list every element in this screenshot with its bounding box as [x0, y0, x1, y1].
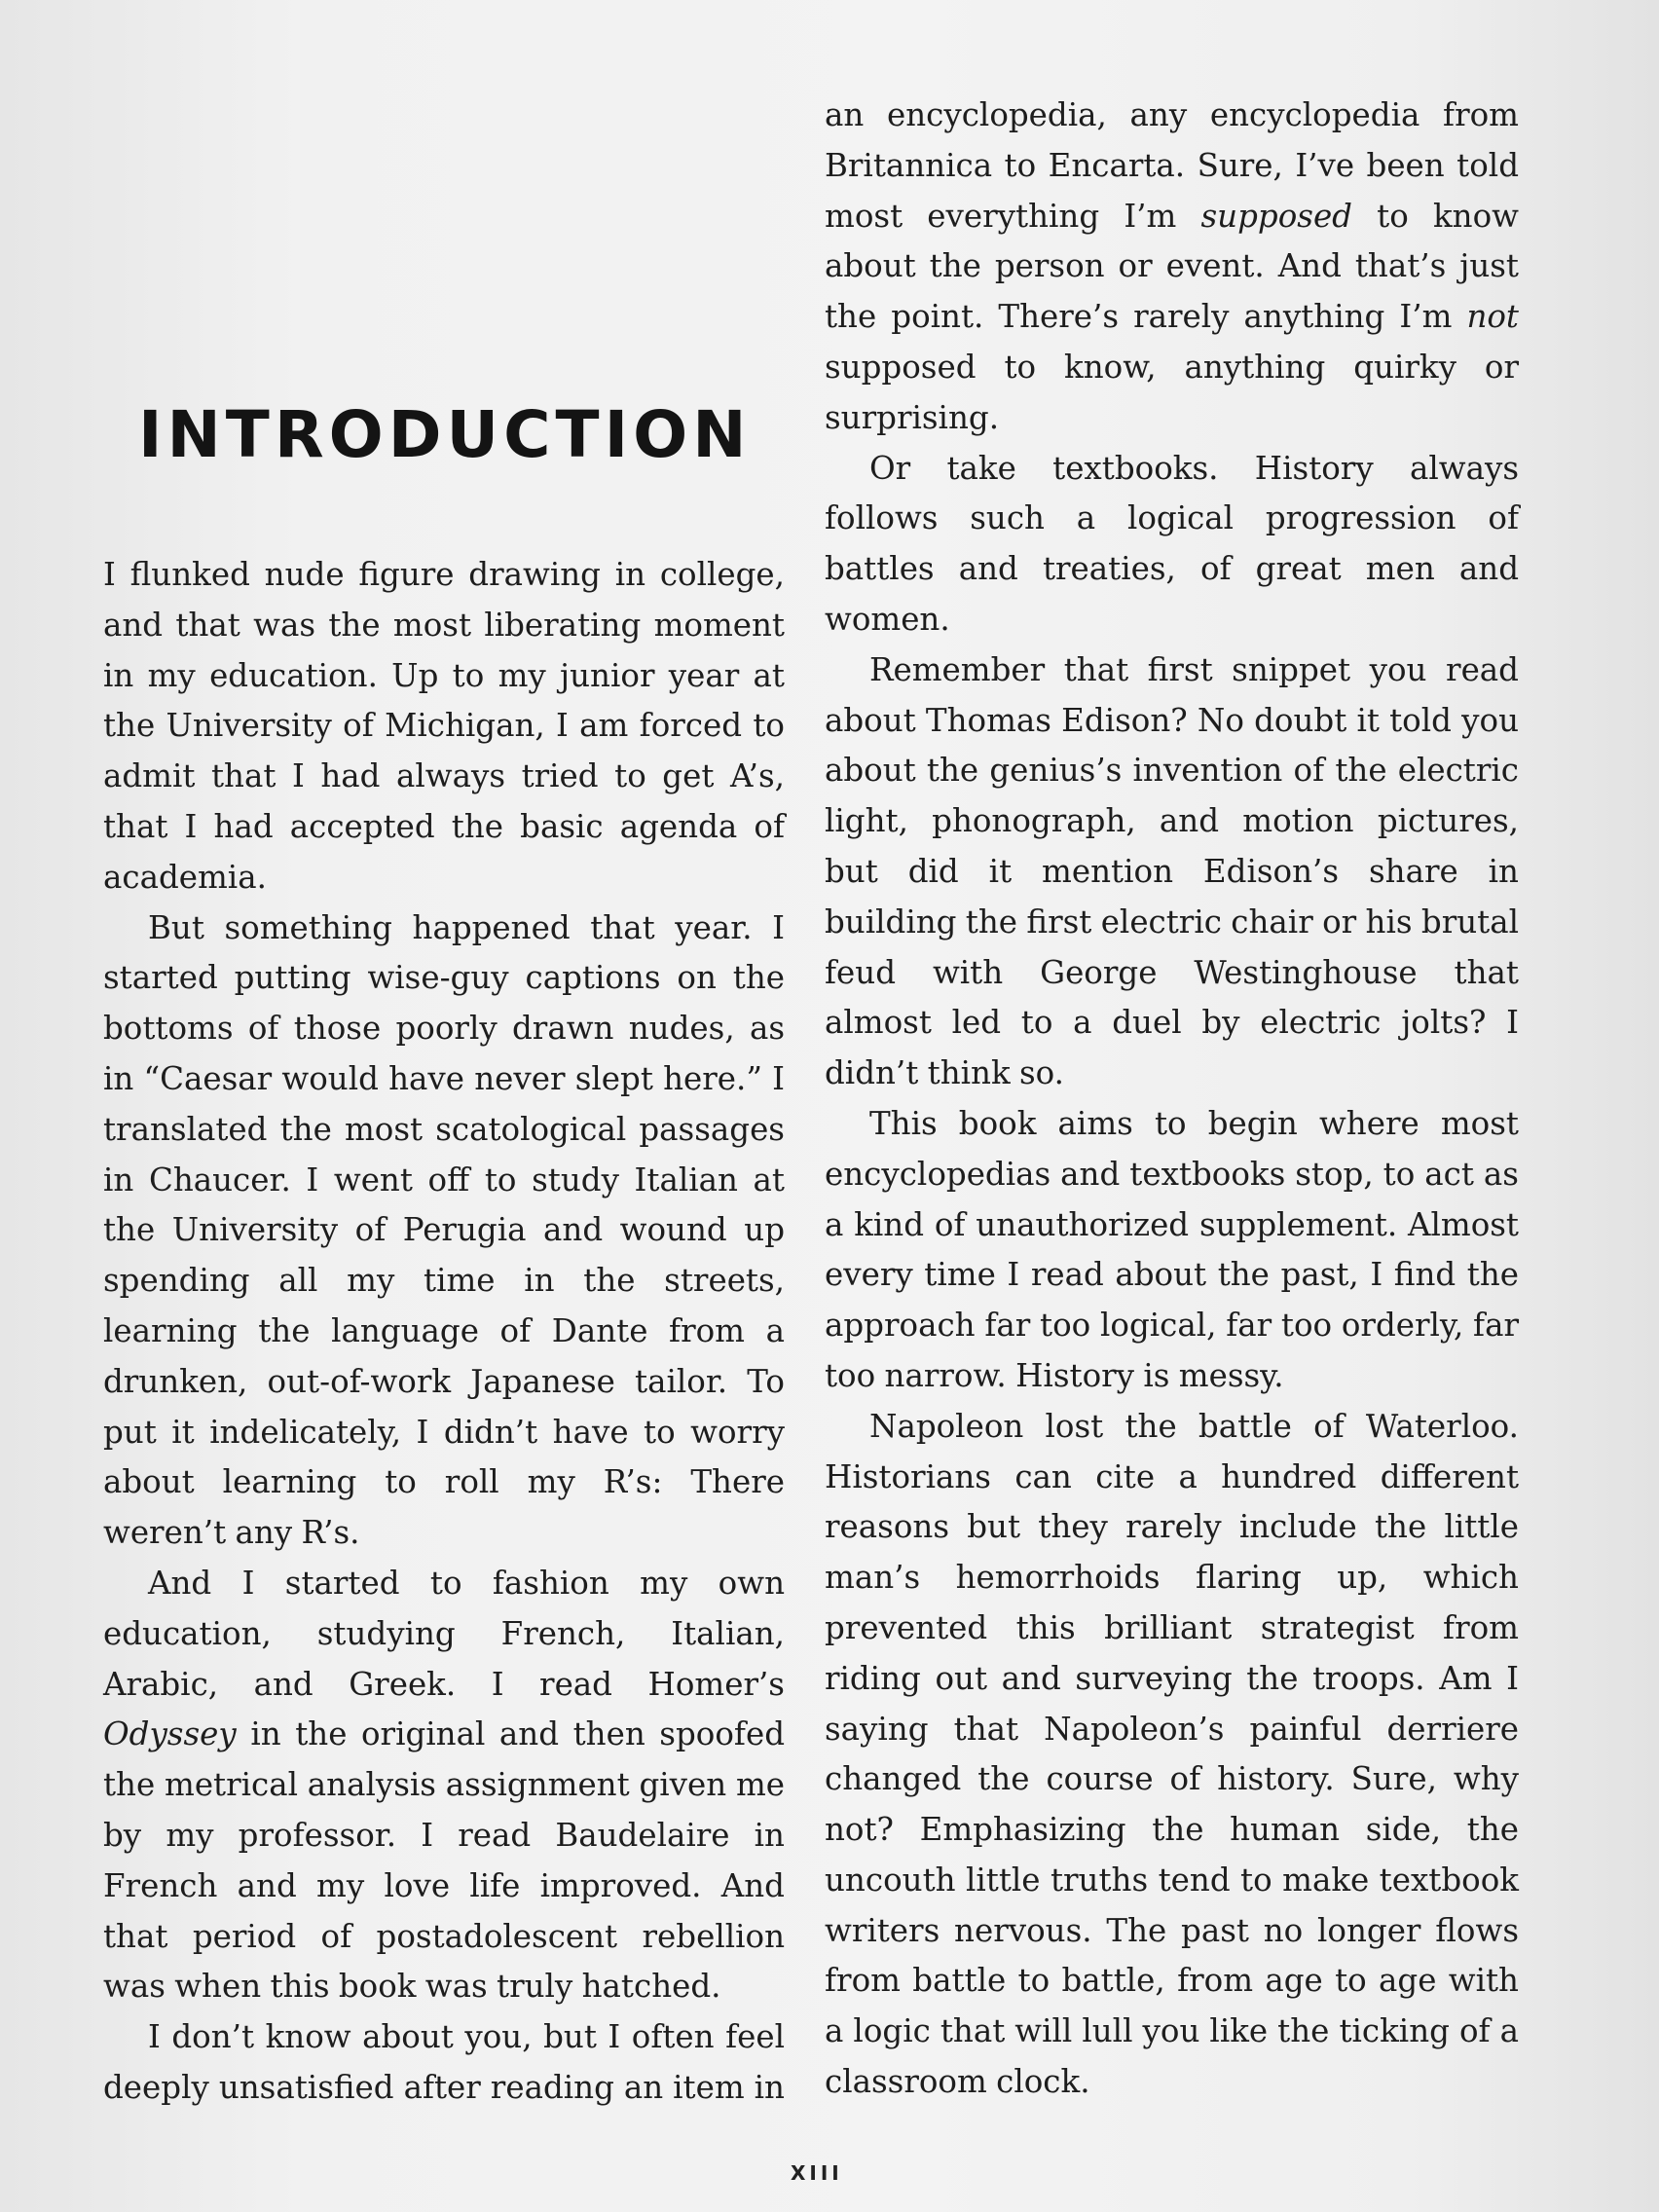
paragraph-3-text-b: in the original and then spoofed the metrical analysis assignment given me by my professor. I read Baudelaire in French and my love life improved. And that period of postadolescent rebellion was when this book was truly hatched. [103, 1715, 785, 2006]
right-text-column [825, 91, 1519, 2108]
paragraph-6: Or take textbooks. History always follows such a logical progression of battles and treaties, of great men and women. [825, 449, 1519, 638]
paragraph-7: Remember that first snippet you read about Thomas Edison? No doubt it told you about the genius’s invention of the electric light, phonograph, and motion pictures, but did it mention Edison’s share in building the first electric chair or his brutal feud with George Westinghouse that almost led to a duel by electric jolts? I didn’t think so. [825, 650, 1519, 1092]
emphasis-supposed: supposed [1200, 197, 1352, 235]
paragraph-5-text-a: an encyclopedia, any encyclopedia from Britannica to Encarta. Sure, I’ve been told most everything I’m [825, 96, 1519, 235]
paragraph-1: I flunked nude figure drawing in college, and that was the most liberating moment in my education. Up to my junior year at the University of Michigan, I am forced to admit that I had always tried to get A’s, that I had accepted the basic agenda of academia. [103, 556, 785, 896]
paragraph-4: I don’t know about you, but I often feel deeply unsatisfied after reading an item in [103, 2018, 785, 2106]
emphasis-not: not [1466, 298, 1519, 336]
paragraph-3 [103, 1559, 785, 2012]
book-title-odyssey: Odyssey [103, 1715, 237, 1753]
paragraph-3-text-a: And I started to fashion my own education, studying French, Italian, Arabic, and Greek. I read Homer’s [103, 1564, 785, 1703]
paragraph-9: Napoleon lost the battle of Waterloo. Historians can cite a hundred different reasons but they rarely include the little man’s hemorrhoids flaring up, which prevented this brilliant strategist from riding out and surveying the troops. Am I saying that Napoleon’s painful derriere changed the course of history. Sure, why not? Emphasizing the human side, the uncouth little truths tend to make textbook writers nervous. The past no longer flows from battle to battle, from age to age with a logic that will lull you like the ticking of a classroom clock. [825, 1407, 1519, 2101]
paragraph-5-text-b: to know about the person or event. And that’s just the point. There’s rarely anything I’m [825, 197, 1519, 336]
paragraph-5-text-c: supposed to know, anything quirky or surprising. [825, 348, 1519, 436]
left-text-column [103, 550, 785, 2114]
paragraph-8: This book aims to begin where most encyclopedias and textbooks stop, to act as a kind of unauthorized supplement. Almost every time I read about the past, I find the approach far too logical, far too orderly, far too narrow. History is messy. [825, 1104, 1519, 1394]
page-title: INTRODUCTION [138, 397, 752, 472]
page-number: XIII [791, 2161, 843, 2185]
paragraph-2: But something happened that year. I started putting wise-guy captions on the bottoms of those poorly drawn nudes, as in “Caesar would have never slept here.” I translated the most scatological passages in Chaucer. I went off to study Italian at the University of Perugia and wound up spending all my time in the streets, learning the language of Dante from a drunken, out-of-work Japanese tailor. To put it indelicately, I didn’t have to worry about learning to roll my R’s: There weren’t any R’s. [103, 908, 785, 1552]
paragraph-5 [825, 91, 1519, 444]
